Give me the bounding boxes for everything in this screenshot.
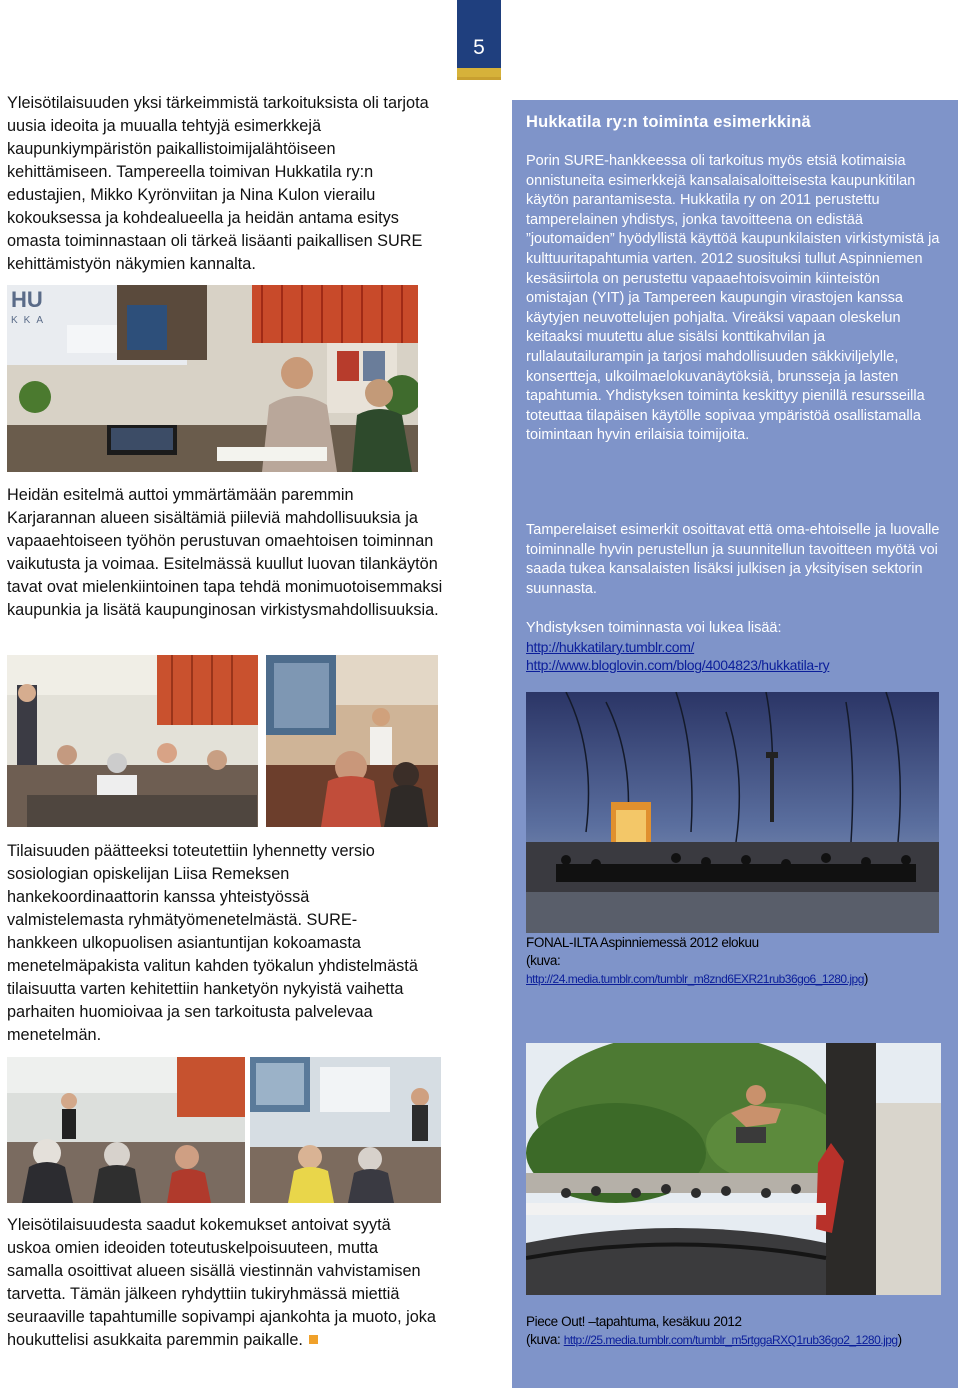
caption-1-prefix: (kuva: [526,953,561,968]
hukkatila-bloglovin-link[interactable]: http://www.bloglovin.com/blog/4004823/hukkatila-ry [526,657,830,673]
sidebar-paragraph-3: Yhdistyksen toiminnasta voi lukea lisää: [526,620,782,636]
end-mark-icon [309,1335,318,1344]
caption-1-link-row [526,970,946,988]
audience-photo [7,655,258,827]
conclusion-text: Yleisötilaisuudesta saadut kokemukset antoivat syytä uskoa omien ideoiden toteutuskelpoisuuteen, mutta samalla osoittivat alueen sisällä viestinnän vahvistamisen tarvetta. Tämän jälkeen ryhdyttiin tukiryhmässä miettiä seuraaville tapahtumille sopivampi ajankohta ja muoto, joka houkuttelisi asukkaita paremmin paikalle. [7,1216,436,1349]
meeting-presentation-photo [7,285,418,472]
conclusion-paragraph [7,1214,437,1352]
caption-1-source [526,952,946,970]
sidebar-paragraph-1: Porin SURE-hankkeessa oli tarkoitus myös etsiä kotimaisia onnistuneita esimerkkejä kansalaisaloitteisesta kaupunkitilan käytön parantamisesta. Hukkatila ry on 2011 perustettu tamperelainen yhdistys, jonka tavoitteena on edistää ”joutomaiden” hyödyllistä käyttöä kaupunkilaisten virkistymistä ja kulttuuritapahtumia varten. 2012 suosituksi tullut Aspinniemen kesäsiirtola on perustettu vapaaehtoisvoimin kiinteistön omistajan (YIT) ja Tampereen kaupungin virastojen kanssa käytyjen neuvottelujen pohjalta. Vireäksi vapaan oleskelun keitaaksi muutettu alue sisälsi konttikahvilan ja rullalautailurampin ja tarjosi mahdollisuuden säkkiviljelylle, konsertteja, ulkoilmaelokuvanäytöksiä, brunsseja ja lasten tapahtumia. Yhdistyksen toiminta keskittyy pienillä resursseilla toteuttaa tilapäisen käytölle sopivaa ympäristöä osallistamalla toimintaan hyvin erilaisia toimijoita. [526,153,940,444]
hukkatila-tumblr-link[interactable]: http://hukkatilary.tumblr.com/ [526,639,695,655]
sidebar-title: Hukkatila ry:n toiminta esimerkkinä [526,113,811,131]
caption-2-title: Piece Out! –tapahtuma, kesäkuu 2012 [526,1314,742,1329]
page-number-tab [457,0,501,80]
slide-logo-text: HU [11,287,43,312]
workshop-photo-2 [250,1057,441,1203]
workshop-photo-1 [7,1057,245,1203]
caption-2-link[interactable]: http://25.media.tumblr.com/tumblr_m5rtggaRXQ1rub36go2_1280.jpg [563,1333,898,1347]
hukkatila-sidebar [512,100,958,1388]
slide-logo-subtext: KKA [11,315,50,326]
fonal-ilta-caption [526,934,946,988]
caption-2-suffix: ) [897,1332,902,1347]
caption-2-prefix: (kuva: [526,1332,564,1347]
sidebar-paragraph-2: Tamperelaiset esimerkit osoittavat että oma-ehtoiselle ja luovalle toiminnalle hyvin perustellun ja suunnitellun tavoitteen myötä voi saada tukea kansalaisten lisäksi julkisen ja yksityisen sektorin suunnasta. [526,522,940,597]
group-work-photo [266,655,438,827]
caption-2-source [526,1331,946,1349]
group-work-paragraph: Tilaisuuden päätteeksi toteutettiin lyhennetty versio sosiologian opiskelijan Liisa Remeksen hankekoordinaattorin kanssa yhteistyössä valmistelemasta ryhmätyömenetelmästä. SURE-hankkeen ulkopuolisen asiantuntijan kokoamasta menetelmäpakista valitun kahden työkalun yhdistelmästä tilaisuutta varten kehitettiin hanketyön nykyistä vaihetta parhaiten huomioivaa ja sen tarkoitusta palvelevaa menetelmän. [7,842,418,1044]
piece-out-photo [526,1043,941,1295]
fonal-ilta-photo [526,692,939,933]
caption-1-suffix: ) [863,971,868,986]
intro-paragraph: Yleisötilaisuuden yksi tärkeimmistä tarkoituksista oli tarjota uusia ideoita ja muualla tehtyjä esimerkkejä kaupunkiympäristön paikallistoimijalähtöiseen kehittämiseen. Tampereella toimivan Hukkatila ry:n edustajien, Mikko Kyrönviitan ja Nina Kulon vierailu kokouksessa ja kohdealueella ja heidän antama esitys omasta toiminnastaan oli tärkeä lisäanti paikallisen SURE kehittämistyön näkymien kannalta. [7,94,429,273]
page-number: 5 [473,36,485,59]
presentation-paragraph: Heidän esitelmä auttoi ymmärtämään paremmin Karjarannan alueen sisältämiä piileviä mahdollisuuksia ja vapaaehtoiseen työhön perustuvan omaehtoisen toiminnan vaikutusta ja voimaa. Esitelmässä kuullut luovan tilankäytön tavat ovat mielenkiintoinen tapa tehdä monimuotoisemmaksi kaupunkia ja lisätä kaupunginosan virkistysmahdollisuuksia. [7,486,443,619]
caption-1-link[interactable]: http://24.media.tumblr.com/tumblr_m8znd6EXR21rub36go6_1280.jpg [526,972,864,986]
piece-out-caption [526,1313,946,1349]
caption-1-title: FONAL-ILTA Aspinniemessä 2012 elokuu [526,935,759,950]
